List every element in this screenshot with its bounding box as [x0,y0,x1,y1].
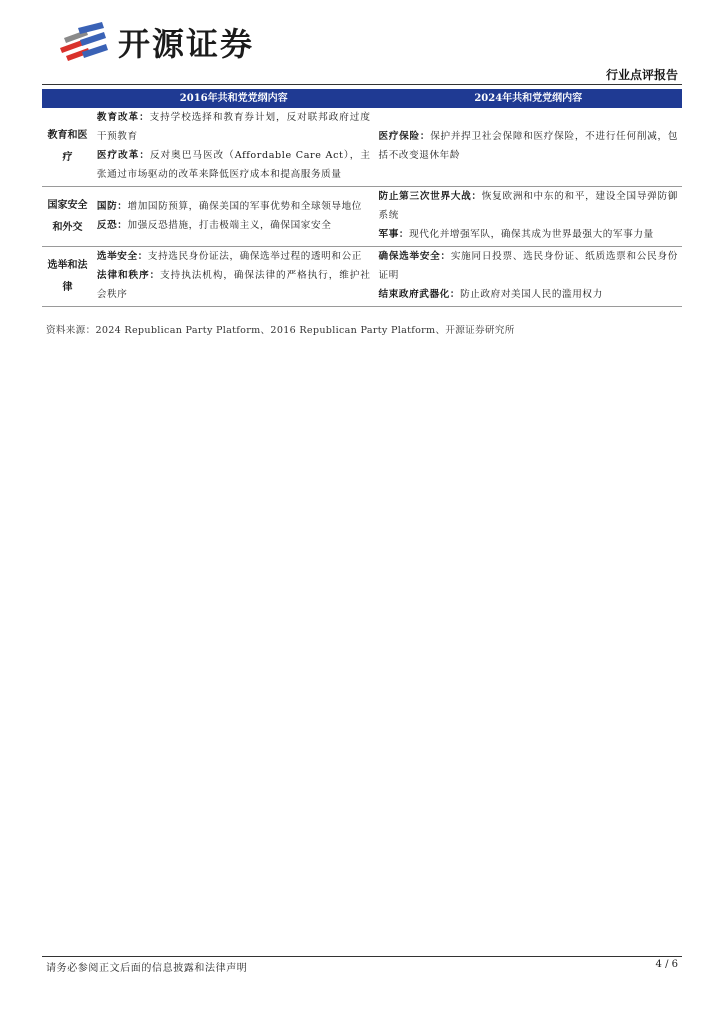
cell-2024 [375,108,682,187]
list-item: 教育改革：支持学校选择和教育券计划，反对联邦政府过度干预教育 [96,112,371,142]
list-item: 军事：现代化并增强军队，确保其成为世界最强大的军事力量 [378,229,654,240]
cell-2016 [93,108,375,187]
list-item: 确保选举安全：实施同日投票、选民身份证、纸质选票和公民身份证明 [378,251,678,281]
row-category: 教育和医疗 [42,108,93,187]
table-row [42,187,682,247]
company-logo [58,20,254,64]
list-item: 反恐：加强反恐措施，打击极端主义，确保国家安全 [96,219,332,231]
footer-divider [42,956,682,957]
table-header-blank [42,89,93,108]
list-item: 医疗改革：反对奥巴马医改（Affordable Care Act），主张通过市场驱动的改革来降低医疗成本和提高服务质量 [96,150,371,180]
row-category: 选举和法律 [42,247,93,307]
list-item: 国防：增加国防预算，确保美国的军事优势和全球领导地位 [96,200,362,212]
logo-text: 开源证券 [118,25,255,63]
cell-2024 [375,187,682,247]
list-item: 防止第三次世界大战：恢复欧洲和中东的和平，建设全国导弹防御系统 [378,191,679,221]
table-row [42,247,682,307]
report-type-label: 行业点评报告 [605,68,678,82]
header-divider [42,84,682,85]
cell-2024 [375,247,682,307]
logo-mark-icon [58,20,112,64]
list-item: 选举安全：支持选民身份证法，确保选举过程的透明和公正 [96,251,362,262]
list-item: 结束政府武器化：防止政府对美国人民的滥用权力 [378,289,603,300]
table-row [42,108,682,187]
table-header-2016: 2016年共和党党纲内容 [93,89,375,108]
page-number: 4 / 6 [655,959,678,970]
platform-comparison-table [42,89,682,307]
table-header-2024: 2024年共和党党纲内容 [375,89,682,108]
row-category: 国家安全和外交 [42,187,93,247]
list-item: 法律和秩序：支持执法机构，确保法律的严格执行，维护社会秩序 [96,270,371,300]
source-note: 资料来源：2024 Republican Party Platform、2016 Republican Party Platform、开源证券研究所 [46,325,515,336]
table-header-row [42,89,682,108]
cell-2016 [93,187,375,247]
cell-2016 [93,247,375,307]
footer-disclaimer: 请务必参阅正文后面的信息披露和法律声明 [46,963,248,974]
list-item: 医疗保险：保护并捍卫社会保障和医疗保险，不进行任何削减，包括不改变退休年龄 [378,131,679,161]
